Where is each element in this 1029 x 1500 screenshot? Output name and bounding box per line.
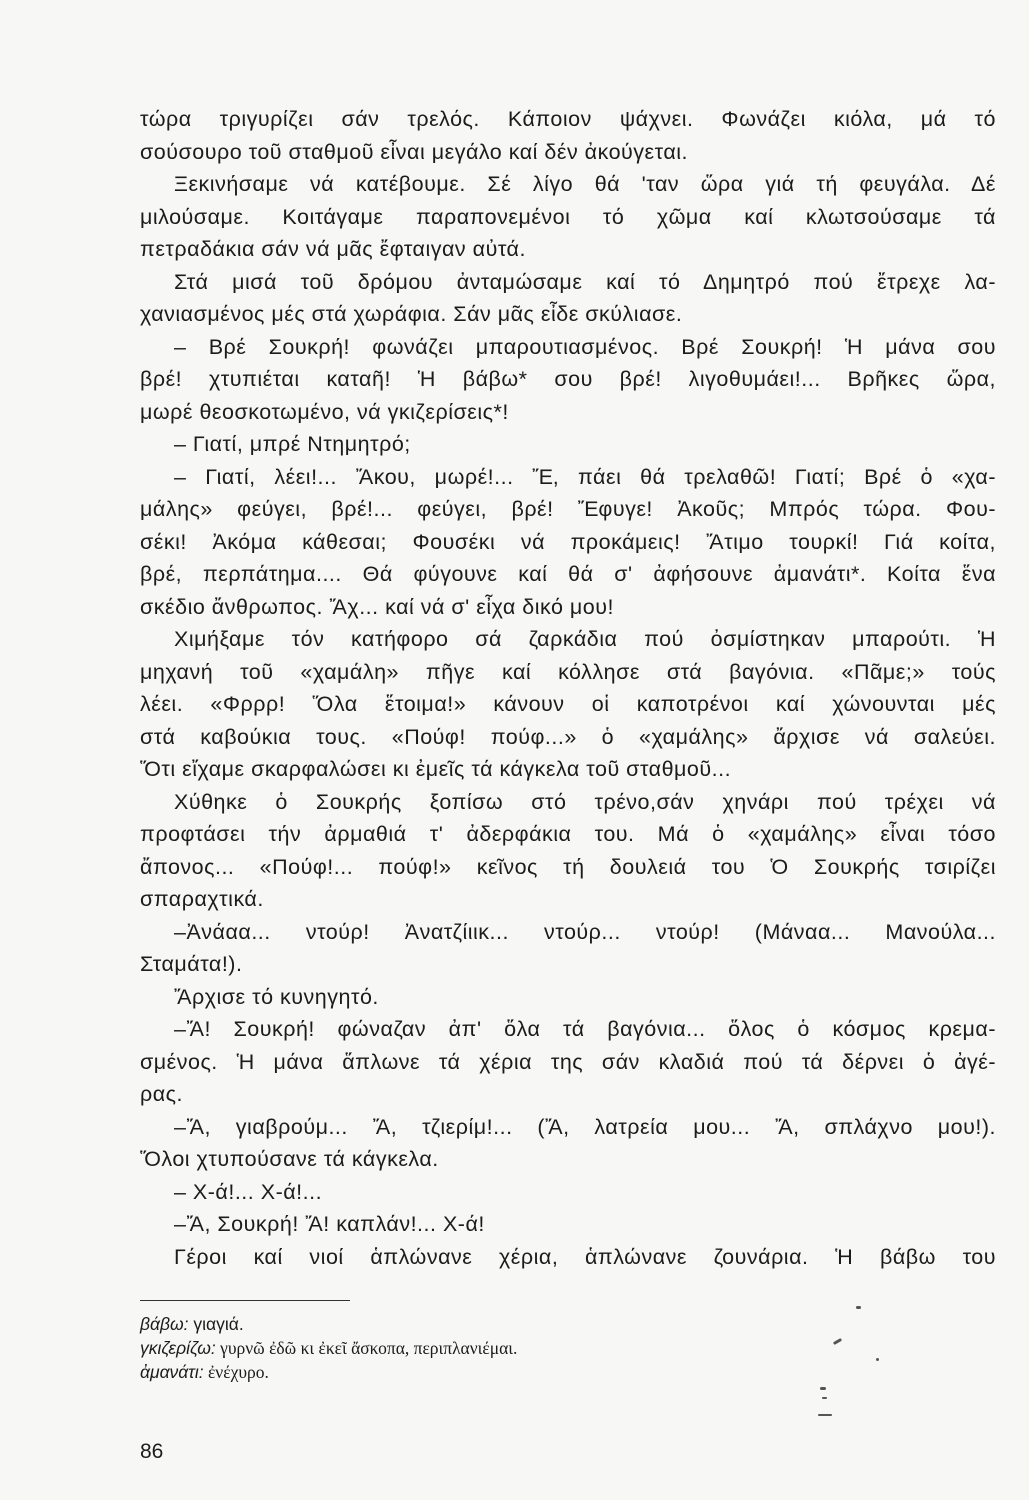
scan-speck xyxy=(818,1414,832,1416)
text-line: μωρέ θεοσκοτωμένο, νά γκιζερίσεις*! xyxy=(140,399,509,424)
text-line: σμένος. Ἡ μάνα ἅπλωνε τά χέρια της σάν κλαδιά πού τά δέρνει ὁ ἀγέ- xyxy=(140,1049,996,1074)
body-text xyxy=(140,103,996,1273)
scan-speck xyxy=(876,1358,879,1361)
text-line: μιλούσαμε. Κοιτάγαμε παραπονεμένοι τό χῶμα καί κλωτσούσαμε τά xyxy=(140,204,996,229)
text-line: Ξεκινήσαμε νά κατέβουμε. Σέ λίγο θά 'ταν ὥρα γιά τή φευγάλα. Δέ xyxy=(174,172,996,196)
text-line: – Βρέ Σουκρή! φωνάζει μπαρουτιασμένος. Βρέ Σουκρή! Ἡ μάνα σου xyxy=(174,334,996,359)
footnote-definition: γυρνῶ ἐδῶ κι ἐκεῖ ἄσκοπα, περιπλανιέμαι. xyxy=(215,1338,518,1358)
text-line: – Χ-ά!... Χ-ά!... xyxy=(174,1179,323,1204)
scan-speck xyxy=(856,1306,861,1309)
footnote xyxy=(140,1336,840,1360)
scan-speck xyxy=(822,1397,827,1399)
text-line: λέει. «Φρρρ! Ὅλα ἕτοιμα!» κάνουν οἱ καποτρένοι καί χώνουνται μές xyxy=(140,692,996,716)
text-line: ἄπονος... «Πούφ!... πούφ!» κεῖνος τή δουλειά του Ὁ Σουκρής τσιρίζει xyxy=(140,854,996,879)
footnotes xyxy=(140,1312,840,1384)
text-line: Σταμάτα!). xyxy=(140,952,243,976)
footnote xyxy=(140,1312,840,1336)
text-line: –Ἄ! Σουκρή! φώναζαν ἀπ' ὅλα τά βαγόνια... ὅλος ὁ κόσμος κρεμα- xyxy=(174,1017,996,1041)
footnote-definition: ἐνέχυρο. xyxy=(203,1362,269,1382)
text-line: μάλης» φεύγει, βρέ!... φεύγει, βρέ! Ἔφυγε! Ἀκοῦς; Μπρός τώρα. Φου- xyxy=(140,497,996,521)
text-line: βρέ! χτυπιέται καταῆ! Ἡ βάβω* σου βρέ! λιγοθυμάει!... Βρῆκες ὥρα, xyxy=(140,367,996,391)
text-line: –Ἀνάαα... ντούρ! Ἀνατζίιικ... ντούρ... ντούρ! (Μάναα... Μανούλα... xyxy=(174,919,996,944)
footnote xyxy=(140,1360,840,1384)
text-line: Γέροι καί νιοί ἁπλώνανε χέρια, ἁπλώνανε ζουνάρια. Ἡ βάβω του xyxy=(174,1244,996,1269)
footnote-term: βάβω: xyxy=(140,1314,189,1334)
text-line: πετραδάκια σάν νά μᾶς ἔφταιγαν αὐτά. xyxy=(140,237,526,261)
text-line: βρέ, περπάτημα.... Θά φύγουνε καί θά σ' ἀφήσουνε ἀμανάτι*. Κοίτα ἕνα xyxy=(140,562,996,586)
text-line: τώρα τριγυρίζει σάν τρελός. Κάποιον ψάχνει. Φωνάζει κιόλα, μά τό xyxy=(140,107,996,131)
text-line: χανιασμένος μές στά χωράφια. Σάν μᾶς εἶδε σκύλιασε. xyxy=(140,302,683,326)
text-line: Στά μισά τοῦ δρόμου ἀνταμώσαμε καί τό Δημητρό πού ἔτρεχε λα- xyxy=(174,269,996,294)
text-line: – Γιατί, μπρέ Ντημητρό; xyxy=(174,432,411,456)
footnote-term: ἀμανάτι: xyxy=(140,1362,204,1382)
text-line: – Γιατί, λέει!... Ἄκου, μωρέ!... Ἔ, πάει θά τρελαθῶ! Γιατί; Βρέ ὁ «χα- xyxy=(174,464,996,489)
footnote-term: γκιζερίζω: xyxy=(140,1338,216,1358)
text-line: Ἄρχισε τό κυνηγητό. xyxy=(174,984,379,1009)
text-line: σέκι! Ἀκόμα κάθεσαι; Φουσέκι νά προκάμεις! Ἄτιμο τουρκί! Γιά κοίτα, xyxy=(140,529,996,554)
page-number: 86 xyxy=(140,1440,164,1463)
text-line: ρας. xyxy=(140,1082,183,1106)
text-line: προφτάσει τήν ἀρμαθιά τ' ἀδερφάκια του. Μά ὁ «χαμάλης» εἶναι τόσο xyxy=(140,822,996,846)
text-line: Ὅλοι χτυπούσανε τά κάγκελα. xyxy=(140,1147,439,1171)
text-line: Χύθηκε ὁ Σουκρής ξοπίσω στό τρένο,σάν χηνάρι πού τρέχει νά xyxy=(174,789,996,814)
text-line: Ὅτι εἴχαμε σκαρφαλώσει κι ἐμεῖς τά κάγκελα τοῦ σταθμοῦ... xyxy=(140,757,732,781)
text-line: –Ἄ, γιαβρούμ... Ἄ, τζιερίμ!... (Ἄ, λατρεία μου... Ἄ, σπλάχνο μου!). xyxy=(174,1114,996,1139)
footnote-separator xyxy=(140,1300,350,1301)
text-line: σούσουρο τοῦ σταθμοῦ εἶναι μεγάλο καί δέν ἀκούγεται. xyxy=(140,139,689,164)
text-line: σπαραχτικά. xyxy=(140,887,264,911)
footnote-definition: γιαγιά. xyxy=(188,1314,244,1334)
text-line: Χιμήξαμε τόν κατήφορο σά ζαρκάδια πού ὀσμίστηκαν μπαρούτι. Ἡ xyxy=(174,627,996,651)
text-line: –Ἄ, Σουκρή! Ἄ! καπλάν!... Χ-ά! xyxy=(174,1212,485,1236)
text-line: σκέδιο ἄνθρωπος. Ἄχ... καί νά σ' εἶχα δικό μου! xyxy=(140,594,614,619)
scan-speck xyxy=(820,1387,826,1390)
text-line: μηχανή τοῦ «χαμάλη» πῆγε καί κόλλησε στά βαγόνια. «Πᾶμε;» τούς xyxy=(140,659,996,684)
text-line: στά καβούκια τους. «Πούφ! πούφ...» ὁ «χαμάλης» ἄρχισε νά σαλεύει. xyxy=(140,724,996,749)
